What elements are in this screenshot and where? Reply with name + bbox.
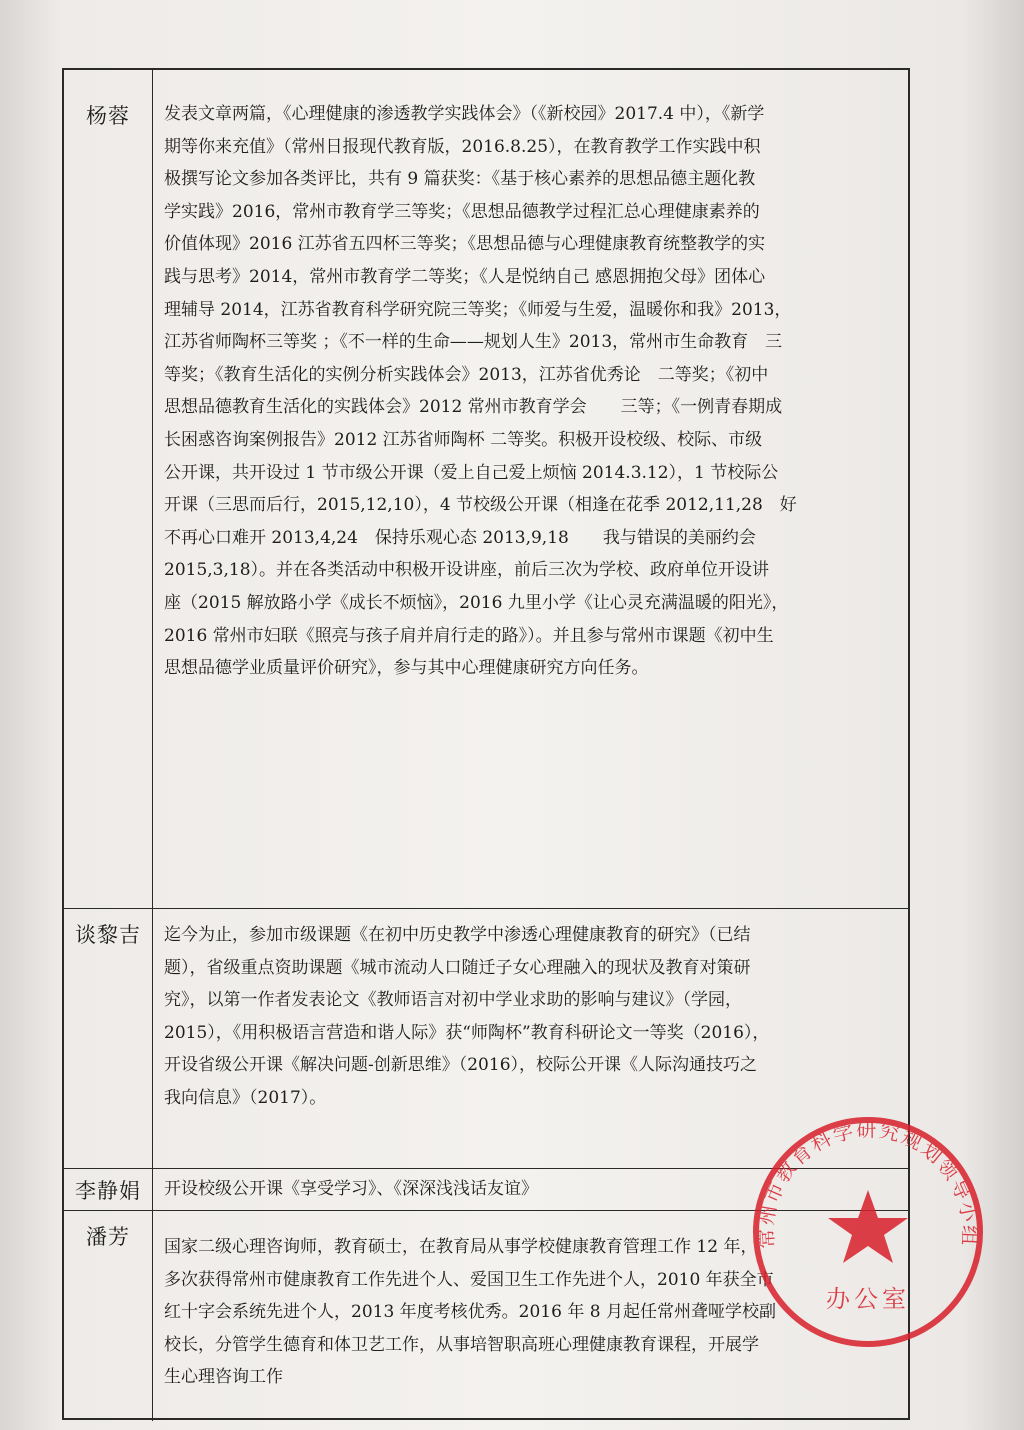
seal-text-path: 常州市教育科学研究规划领导小组 [753,1117,983,1250]
text-line: 理辅导 2014，江苏省教育科学研究院三等奖；《师爱与生爱，温暖你和我》2013， [164,299,792,320]
text-line: 思想品德教育生活化的实践体会》2012 常州市教育学会 三等；《一例青春期成 [164,397,783,418]
achievement-text [164,919,894,1115]
text-line: 长困惑咨询案例报告》2012 江苏省师陶杯 二等奖。积极开设校级、校际、市级 [164,429,763,450]
text-line: 开设省级公开课《解决问题-创新思维》（2016），校际公开课《人际沟通技巧之 [164,1055,758,1076]
text-line: 我向信息》（2017）。 [164,1087,327,1108]
text-line: 等奖；《教育生活化的实例分析实践体会》2013，江苏省优秀论 二等奖；《初中 [164,364,769,385]
text-line: 国家二级心理咨询师，教育硕士，在教育局从事学校健康教育管理工作 12 年， [164,1237,758,1257]
text-line: 公开课，共开设过 1 节市级公开课（爱上自己爱上烦恼 2014.3.12），1 节校际公 [164,462,779,483]
seal-subtext: 办公室 [826,1285,910,1313]
text-line: 开设校级公开课《享受学习》、《深深浅浅话友谊》 [164,1179,538,1199]
text-line: 极撰写论文参加各类评比，共有 9 篇获奖：《基于核心素养的思想品德主题化教 [164,169,756,190]
text-line: 期等你来充值》（常州日报现代教育版，2016.8.25），在教育教学工作实践中积 [164,136,761,157]
text-line: 校长，分管学生德育和体卫艺工作，从事培智职高班心理健康教育课程，开展学 [164,1334,759,1355]
text-line: 迄今为止，参加市级课题《在初中历史教学中渗透心理健康教育的研究》（已结 [164,925,751,945]
name-cell [64,909,153,1169]
text-line: 2016 常州市妇联《照亮与孩子肩并肩行走的路》）。并且参与常州市课题《初中生 [164,625,774,646]
name-cell [64,1169,153,1211]
table-row [64,70,908,908]
text-line: 思想品德学业质量评价研究》，参与其中心理健康研究方向任务。 [164,658,649,679]
text-line: 价值体现》2016 江苏省五四杯三等奖；《思想品德与心理健康教育统整教学的实 [164,234,766,255]
text-line: 践与思考》2014，常州市教育学二等奖；《人是悦纳自己 感恩拥抱父母》团体心 [164,266,766,287]
text-line: 学实践》2016，常州市教育学三等奖；《思想品德教学过程汇总心理健康素养的 [164,201,760,222]
name-cell [64,1211,153,1421]
text-line: 江苏省师陶杯三等奖 ；《不一样的生命——规划人生》2013，常州市生命教育 三 [164,332,783,353]
achievement-text [164,98,894,685]
seal-star-icon [828,1190,908,1263]
text-line: 究》，以第一作者发表论文《教师语言对初中学业求助的影响与建议》（学园， [164,990,742,1011]
name-cell [64,70,153,908]
text-line: 发表文章两篇，《心理健康的渗透教学实践体会》（《新校园》2017.4 中），《新学 [164,104,765,124]
text-line: 多次获得常州市健康教育工作先进个人、爱国卫生工作先进个人，2010 年获全市 [164,1269,774,1290]
person-name: 谈黎吉 [75,923,141,947]
text-line: 座（2015 解放路小学《成长不烦恼》，2016 九里小学《让心灵充满温暖的阳光》， [164,592,789,613]
text-line: 红十字会系统先进个人，2013 年度考核优秀。2016 年 8 月起任常州聋哑学校副 [164,1302,776,1323]
official-seal [748,1112,988,1352]
person-name: 杨蓉 [86,104,130,128]
text-line: 题），省级重点资助课题《城市流动人口随迁子女心理融入的现状及教育对策研 [164,957,751,978]
text-line: 2015,3,18）。并在各类活动中积极开设讲座，前后三次为学校、政府单位开设讲 [164,560,770,581]
text-line: 生心理咨询工作 [164,1367,283,1388]
person-name: 李静娟 [75,1179,141,1203]
person-name: 潘芳 [86,1225,130,1249]
text-line: 2015），《用积极语言营造和谐人际》获“师陶杯”教育科研论文一等奖（2016）， [164,1022,770,1043]
text-line: 不再心口难开 2013,4,24 保持乐观心态 2013,9,18 我与错误的美丽约会 [164,527,756,548]
text-line: 开课（三思而后行，2015,12,10），4 节校级公开课（相逢在花季 2012,11,28 好 [164,495,797,516]
